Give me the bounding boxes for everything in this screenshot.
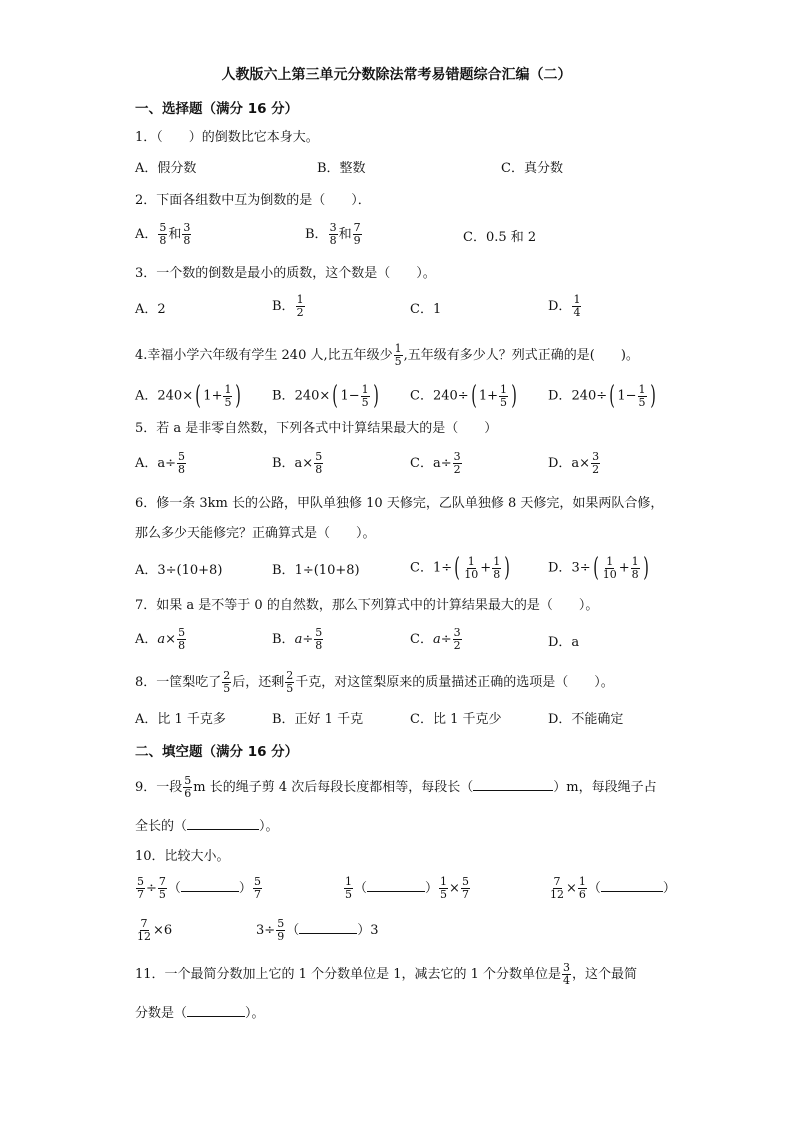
bracket: ) [511, 381, 517, 411]
bracket: ) [372, 381, 379, 411]
answer-blank[interactable] [187, 817, 259, 830]
q6-option-c: C．1÷( $\frac{1}{10}$ + $\frac{1}{8}$ ) [410, 553, 511, 583]
section-heading-fill: 二、填空题（满分 16 分） [135, 744, 299, 760]
fraction: $\frac{2}{5}$ [223, 669, 231, 695]
q7-option-b: B．a÷ $\frac{5}{8}$ [272, 626, 323, 652]
question-11: 11．一个最简分数加上它的 1 个分数单位是 1，减去它的 1 个分数单位是 $\frac{3}{4}$ ，这个最简 [135, 961, 638, 987]
bracket: ( [592, 553, 599, 583]
fraction: $\frac{5}{8}$ [315, 626, 323, 652]
fraction: $\frac{7}{12}$ [137, 917, 151, 943]
q3-option-a: A．2 [135, 302, 166, 317]
q7-option-c: C．a÷ $\frac{3}{2}$ [410, 626, 461, 652]
fraction: $\frac{5}{9}$ [277, 917, 285, 943]
fraction: $\frac{7}{12}$ [550, 875, 564, 901]
bracket: ) [235, 381, 242, 411]
fraction: $\frac{1}{5}$ [224, 382, 232, 409]
q2-option-b: B． $\frac{3}{8}$ 和 $\frac{7}{9}$ [305, 221, 361, 247]
fraction: $\frac{5}{8}$ [159, 221, 167, 247]
fraction: $\frac{1}{10}$ [602, 554, 617, 581]
fraction: $\frac{1}{5}$ [394, 342, 402, 368]
q8-option-c: C．比 1 千克少 [410, 712, 502, 727]
q10-item-4: $\frac{7}{12}$ ×6 [137, 917, 173, 943]
answer-blank[interactable] [299, 921, 357, 934]
q8-option-d: D．不能确定 [548, 712, 624, 727]
fraction: $\frac{1}{5}$ [638, 382, 646, 409]
question-9-line2: 全长的（ ）。 [135, 819, 279, 834]
q3-option-b: B． $\frac{1}{2}$ [272, 293, 304, 319]
q4-option-a: A．240×( 1+ $\frac{1}{5}$ ) [135, 381, 242, 411]
fraction: $\frac{7}{9}$ [353, 221, 361, 247]
bracket: ) [504, 553, 511, 583]
fraction: $\frac{3}{8}$ [329, 221, 337, 247]
q3-option-c: C．1 [410, 302, 442, 317]
fraction: $\frac{1}{5}$ [500, 382, 508, 409]
q6-option-d: D．3÷( $\frac{1}{10}$ + $\frac{1}{8}$ ) [548, 553, 649, 583]
fraction: $\frac{3}{2}$ [453, 626, 461, 652]
q1-option-c: C．真分数 [501, 161, 563, 176]
q4-option-b: B．240×( 1− $\frac{1}{5}$ ) [272, 381, 379, 411]
question-9: 9．一段 $\frac{5}{6}$ m 长的绳子剪 4 次后每段长度都相等，每段长（ ）m，每段绳子占 [135, 774, 657, 800]
question-7: 7．如果 a 是不等于 0 的自然数，那么下列算式中的计算结果最大的是（ ）。 [135, 598, 599, 613]
fraction: $\frac{3}{2}$ [592, 450, 600, 476]
fraction: $\frac{5}{8}$ [178, 626, 186, 652]
question-11-line2: 分数是（ ）。 [135, 1006, 265, 1021]
q5-option-d: D．a× $\frac{3}{2}$ [548, 450, 600, 476]
fraction: $\frac{3}{8}$ [183, 221, 191, 247]
fraction: $\frac{1}{4}$ [573, 293, 581, 319]
q8-option-a: A．比 1 千克多 [135, 712, 226, 727]
fraction: $\frac{1}{5}$ [345, 875, 352, 901]
q3-option-d: D． $\frac{1}{4}$ [548, 293, 581, 319]
answer-blank[interactable] [473, 778, 553, 791]
q10-item-1: $\frac{5}{7}$ ÷ $\frac{7}{5}$ （ ） $\frac{5}{7}$ [137, 875, 261, 901]
fraction: $\frac{5}{7}$ [253, 875, 261, 901]
q5-option-c: C．a÷ $\frac{3}{2}$ [410, 450, 461, 476]
q6-option-b: B．1÷(10+8) [272, 563, 360, 578]
q4-option-d: D．240÷( 1− $\frac{1}{5}$ ) [548, 381, 656, 411]
fraction: $\frac{1}{8}$ [631, 554, 639, 581]
question-5: 5．若 a 是非零自然数，下列各式中计算结果最大的是（ ） [135, 421, 498, 436]
fraction: $\frac{1}{6}$ [578, 875, 586, 901]
q2-option-c: C．0.5 和 2 [463, 230, 537, 245]
fraction: $\frac{1}{8}$ [493, 554, 501, 581]
question-2: 2．下面各组数中互为倒数的是（ ）． [135, 193, 371, 208]
q5-option-a: A．a÷ $\frac{5}{8}$ [135, 450, 186, 476]
fraction: $\frac{2}{5}$ [286, 669, 294, 695]
fraction: $\frac{1}{5}$ [361, 382, 369, 409]
q6-option-a: A．3÷(10+8) [135, 563, 223, 578]
bracket: ( [454, 553, 460, 583]
fraction: $\frac{5}{8}$ [178, 450, 186, 476]
q1-option-a: A．假分数 [135, 161, 197, 176]
bracket: ( [195, 381, 201, 411]
question-6-line2: 那么多少天能修完？正确算式是（ ）。 [135, 526, 376, 541]
bracket: ( [609, 381, 616, 411]
bracket: ) [642, 553, 649, 583]
fraction: $\frac{3}{4}$ [563, 961, 571, 987]
q10-item-2: $\frac{1}{5}$ （ ） $\frac{1}{5}$ × $\frac{5}{7}$ [345, 875, 469, 901]
fraction: $\frac{1}{10}$ [464, 554, 479, 581]
q8-option-b: B．正好 1 千克 [272, 712, 364, 727]
fraction: $\frac{7}{5}$ [158, 875, 166, 901]
question-10: 10．比较大小。 [135, 849, 230, 864]
q2-option-a: A． $\frac{5}{8}$ 和 $\frac{3}{8}$ [135, 221, 191, 247]
bracket: ( [470, 381, 477, 411]
fraction: $\frac{5}{7}$ [137, 875, 144, 901]
q1-option-b: B．整数 [317, 161, 366, 176]
q10-item-3: $\frac{7}{12}$ × $\frac{1}{6}$ （ ） [550, 875, 676, 901]
page-title: 人教版六上第三单元分数除法常考易错题综合汇编（二） [221, 67, 572, 83]
fraction: $\frac{1}{2}$ [296, 293, 304, 319]
answer-blank[interactable] [181, 879, 239, 892]
q10-item-5: 3÷ $\frac{5}{9}$ （ ）3 [256, 917, 379, 943]
q7-option-d: D．a [548, 635, 580, 650]
answer-blank[interactable] [367, 879, 425, 892]
answer-blank[interactable] [187, 1004, 245, 1017]
fraction: $\frac{5}{6}$ [184, 774, 192, 800]
q7-option-a: A．a× $\frac{5}{8}$ [135, 626, 186, 652]
question-4: 4.幸福小学六年级有学生 240 人,比五年级少 $\frac{1}{5}$ ,五年级有多少人？列式正确的是( )。 [135, 342, 639, 368]
question-8: 8．一筐梨吃了 $\frac{2}{5}$ 后，还剩 $\frac{2}{5}$ 千克，对这筐梨原来的质量描述正确的选项是（ ）。 [135, 669, 614, 695]
section-heading-choice: 一、选择题（满分 16 分） [135, 101, 299, 117]
answer-blank[interactable] [601, 879, 663, 892]
bracket: ) [649, 381, 656, 411]
bracket: ( [332, 381, 339, 411]
q4-option-c: C．240÷( 1+ $\frac{1}{5}$ ) [410, 381, 517, 411]
q5-option-b: B．a× $\frac{5}{8}$ [272, 450, 323, 476]
fraction: $\frac{5}{7}$ [461, 875, 469, 901]
question-6-line1: 6．修一条 3km 长的公路，甲队单独修 10 天修完，乙队单独修 8 天修完，如果两队合修， [135, 496, 664, 511]
fraction: $\frac{3}{2}$ [453, 450, 461, 476]
fraction: $\frac{5}{8}$ [315, 450, 323, 476]
fraction: $\frac{1}{5}$ [440, 875, 448, 901]
question-3: 3．一个数的倒数是最小的质数，这个数是（ ）。 [135, 266, 436, 281]
question-1: 1．（ ）的倒数比它本身大。 [135, 130, 319, 145]
